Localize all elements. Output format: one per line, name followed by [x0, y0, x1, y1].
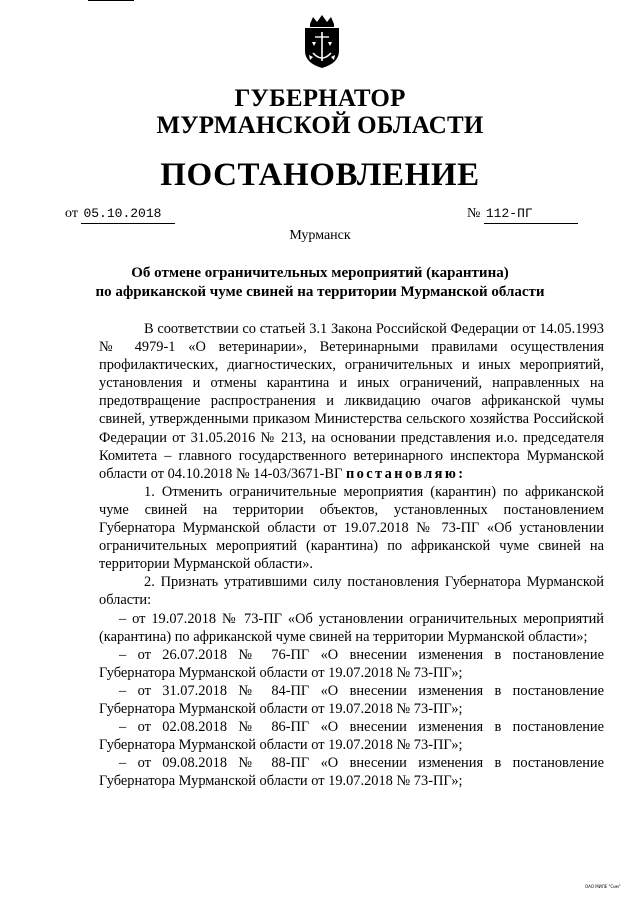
item-1-paragraph: 1. Отменить ограничительные мероприятия (карантин) по африканской чуме свиней на территории объектов, установленных постановлением Губернатора Мурманской области от 19.07.2018 № 73-ПГ «Об установлении ограничительных мероприятий (карантина) по африканской чуме свиней на территории Мурманской области». [99, 483, 604, 573]
number-requisite [467, 205, 578, 224]
document-body [99, 320, 604, 790]
repealed-item-5: – от 09.08.2018 № 88-ПГ «О внесении изменения в постановление Губернатора Мурманской области от 19.07.2018 № 73-ПГ»; [99, 755, 604, 790]
authority-line-2: МУРМАНСКОЙ ОБЛАСТИ [156, 112, 484, 139]
top-rule [88, 0, 134, 1]
date-prefix: от [65, 206, 78, 221]
repealed-item-1: – от 19.07.2018 № 73-ПГ «Об установлении ограничительных мероприятий (карантина) по африканской чуме свиней на территории Мурманской области»; [99, 610, 604, 645]
repealed-item-2: – от 26.07.2018 № 76-ПГ «О внесении изменения в постановление Губернатора Мурманской области от 19.07.2018 № 73-ПГ»; [99, 646, 604, 681]
date-requisite [65, 205, 175, 224]
repealed-item-4: – от 02.08.2018 № 86-ПГ «О внесении изменения в постановление Губернатора Мурманской области от 19.07.2018 № 73-ПГ»; [99, 719, 604, 754]
printer-stamp: ОАО МИЛЕ "Сим" [585, 884, 621, 889]
item-2-paragraph: 2. Признать утратившими силу постановления Губернатора Мурманской области: [99, 574, 604, 609]
resolve-word: постановляю: [345, 465, 466, 482]
number-prefix: № [467, 206, 481, 221]
document-number: 112-ПГ [484, 205, 578, 224]
preamble-paragraph [99, 320, 604, 483]
place-of-issue: Мурманск [289, 228, 351, 243]
document-subject [0, 264, 640, 302]
document-date: 05.10.2018 [81, 205, 175, 224]
coat-of-arms-icon [301, 15, 343, 69]
issuing-authority [0, 85, 640, 139]
document-type-title: ПОСТАНОВЛЕНИЕ [160, 157, 480, 193]
authority-line-1: ГУБЕРНАТОР [234, 85, 406, 112]
subject-line-1: Об отмене ограничительных мероприятий (карантина) [131, 265, 509, 281]
preamble-text: В соответствии со статьей 3.1 Закона Российской Федерации от 14.05.1993 № 4979-1 «О ветеринарии», Ветеринарными правилами осуществления профилактических, диагностических, ограничительных и иных мероприятий, установления и отмены карантина и иных ограничений, направленных на предотвращение распространения и ликвидацию очагов африканской чумы свиней, утвержденными приказом Министерства сельского хозяйства Российской Федерации от 31.05.2016 № 213, на основании представления и.о. председателя Комитета – главного государственного ветеринарного инспектора Мурманской области от 04.10.2018 № 14-03/3671-ВГ [99, 321, 604, 482]
subject-line-2: по африканской чуме свиней на территории Мурманской области [95, 284, 545, 300]
repealed-item-3: – от 31.07.2018 № 84-ПГ «О внесении изменения в постановление Губернатора Мурманской области от 19.07.2018 № 73-ПГ»; [99, 682, 604, 717]
